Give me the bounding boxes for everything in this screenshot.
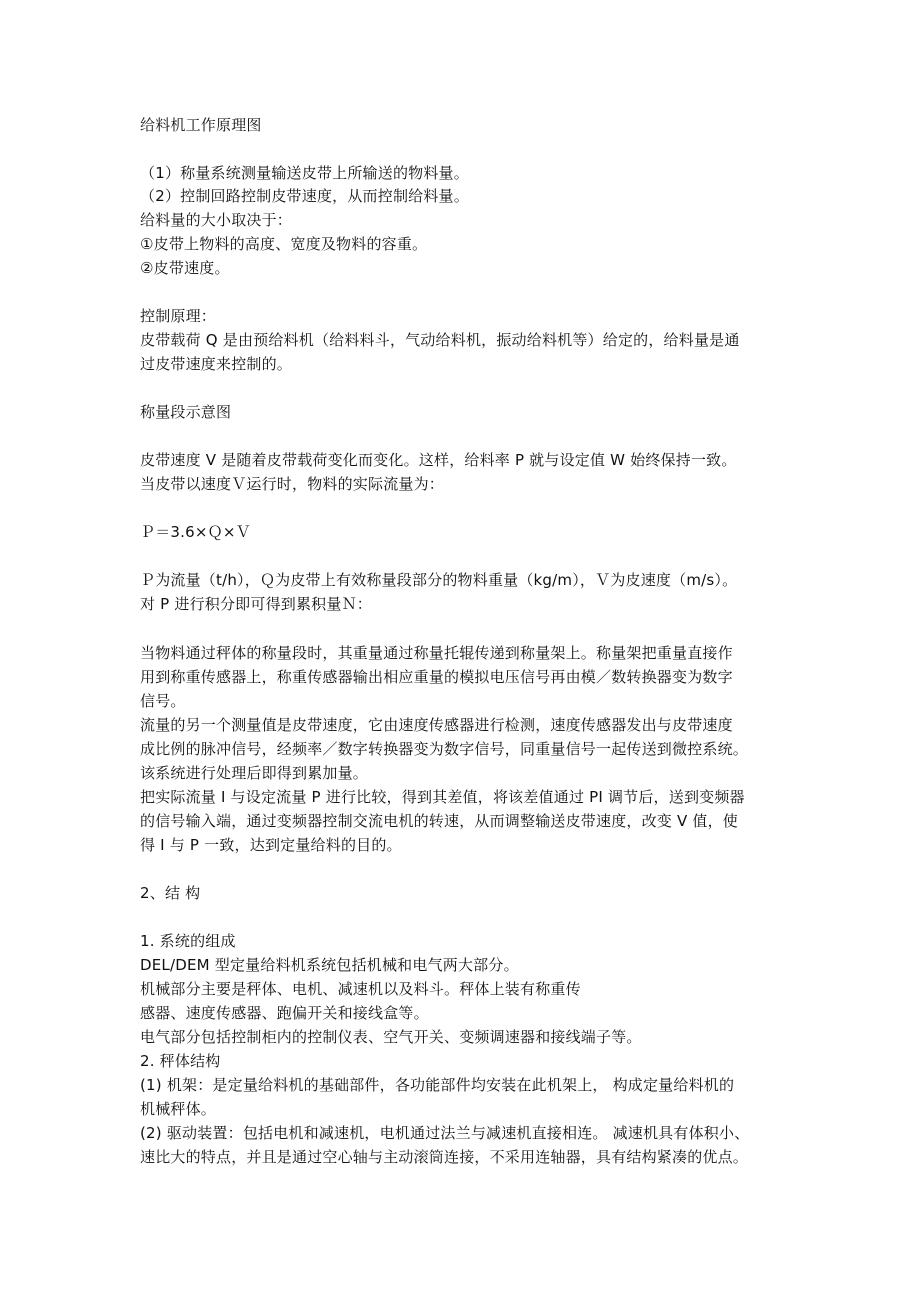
text-line: 把实际流量 I 与设定流量 P 进行比较，得到其差值，将该差值通过 PI 调节后，送到变频器 xyxy=(140,788,745,806)
text-line: 对 P 进行积分即可得到累积量Ｎ： xyxy=(140,595,372,613)
text-line: 速比大的特点，并且是通过空心轴与主动滚筒连接，不采用连轴器，具有结构紧凑的优点。 xyxy=(140,1148,749,1166)
section-title-structure: 2、结 构 xyxy=(140,884,201,902)
text-line: 得 I 与 P 一致，达到定量给料的目的。 xyxy=(140,836,402,854)
text-line: ②皮带速度。 xyxy=(140,259,230,277)
text-line: 机械秤体。 xyxy=(140,1100,217,1118)
text-line: 流量的另一个测量值是皮带速度，它由速度传感器进行检测，速度传感器发出与皮带速度 xyxy=(140,716,733,734)
section-title-control-principle: 控制原理： xyxy=(140,307,217,325)
text-line: (2) 驱动装置：包括电机和减速机，电机通过法兰与减速机直接相连。 减速机具有体积小、 xyxy=(140,1124,750,1142)
subsection-title-system: 1. 系统的组成 xyxy=(140,932,236,950)
text-line: 成比例的脉冲信号，经频率／数字转换器变为数字信号，同重量信号一起传送到微控系统。 xyxy=(140,740,749,758)
text-line: 皮带载荷 Q 是由预给料机（给料料斗，气动给料机，振动给料机等）给定的，给料量是通 xyxy=(140,331,740,349)
text-line: 该系统进行处理后即得到累加量。 xyxy=(140,764,369,782)
subsection-title-body-structure: 2. 秤体结构 xyxy=(140,1052,221,1070)
text-line: 机械部分主要是秤体、电机、减速机以及料斗。秤体上装有称重传 xyxy=(140,980,581,998)
text-line: 当皮带以速度Ｖ运行时，物料的实际流量为： xyxy=(140,475,445,493)
text-line: DEL/DEM 型定量给料机系统包括机械和电气两大部分。 xyxy=(140,956,519,974)
text-line: (1) 机架：是定量给料机的基础部件，各功能部件均安装在此机架上， 构成定量给料机的 xyxy=(140,1076,735,1094)
text-line: 当物料通过秤体的称量段时，其重量通过称量托辊传递到称量架上。称量架把重量直接作 xyxy=(140,644,733,662)
text-line: Ｐ为流量（t/h），Ｑ为皮带上有效称量段部分的物料重量（kg/m），Ｖ为皮速度（m/s）。 xyxy=(140,571,738,589)
text-line: 感器、速度传感器、跑偏开关和接线盒等。 xyxy=(140,1004,429,1022)
formula-flow: Ｐ＝3.6×Ｑ×Ｖ xyxy=(140,523,251,541)
text-line: ①皮带上物料的高度、宽度及物料的容重。 xyxy=(140,235,428,253)
text-line: 用到称重传感器上，称重传感器输出相应重量的模拟电压信号再由模／数转换器变为数字 xyxy=(140,668,733,686)
text-line: 的信号输入端，通过变频器控制交流电机的转速，从而调整输送皮带速度，改变 V 值，使 xyxy=(140,812,739,830)
section-title-feeder-principle: 给料机工作原理图 xyxy=(140,116,262,134)
text-line: 过皮带速度来控制的。 xyxy=(140,355,293,373)
section-title-weighing-diagram: 称量段示意图 xyxy=(140,403,232,421)
text-line: 给料量的大小取决于： xyxy=(140,211,293,229)
text-line: 皮带速度 V 是随着皮带载荷变化而变化。这样，给料率 P 就与设定值 W 始终保持一致。 xyxy=(140,451,737,469)
text-line: （1）称量系统测量输送皮带上所输送的物料量。 xyxy=(140,164,469,182)
text-line: 电气部分包括控制柜内的控制仪表、空气开关、变频调速器和接线端子等。 xyxy=(140,1028,642,1046)
text-line: 信号。 xyxy=(140,692,186,710)
text-line: （2）控制回路控制皮带速度，从而控制给料量。 xyxy=(140,187,469,205)
